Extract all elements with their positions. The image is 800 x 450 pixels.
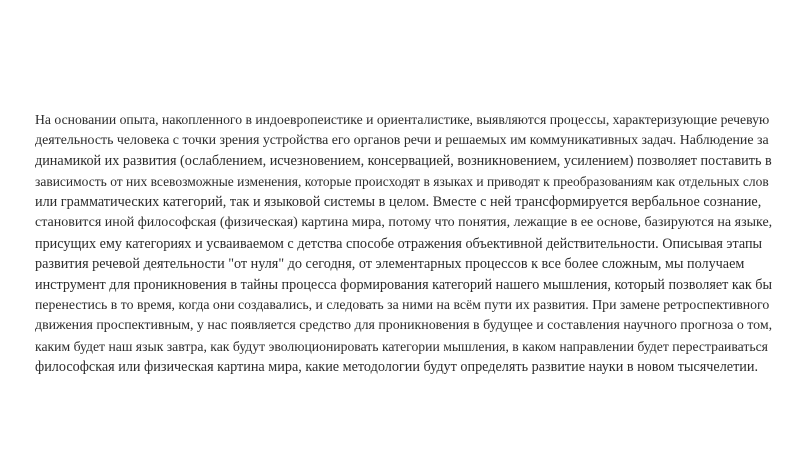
paragraph-line-3: динамикой их развития (ослаблением, исчезновением, консервацией, возникновением, усилением) позволяет поставить в <box>35 153 772 170</box>
body-paragraph <box>35 110 772 378</box>
paragraph-line-9: инструмент для проникновения в тайны процесса формирования категорий нашего мышления, который позволяет как бы <box>35 276 773 293</box>
paragraph-line-2: деятельность человека с точки зрения устройства его органов речи и решаемых им коммуникативных задач. Наблюдение за <box>35 132 769 148</box>
paragraph-line-10: перенестись в то время, когда они создавались, и следовать за ними на всём пути их развития. При замене ретроспективного <box>35 297 770 313</box>
paragraph-line-5: или грамматических категорий, так и языковой системы в целом. Вместе с ней трансформируется вербальное сознание, <box>35 194 762 211</box>
paragraph-line-12: каким будет наш язык завтра, как будут эволюционировать категории мышления, в каком направлении будет перестраиваться <box>35 338 768 354</box>
paragraph-line-6: становится иной философская (физическая) картина мира, потому что понятия, лежащие в ее основе, базируются на языке, <box>35 214 773 230</box>
paragraph-line-8: развития речевой деятельности "от нуля" до сегодня, от элементарных процессов к все более сложным, мы получаем <box>35 256 745 273</box>
paragraph-line-4: зависимость от них всевозможные изменения, которые происходят в языках и приводят к преобразованиям как отдельных слов <box>35 173 769 189</box>
paragraph-line-11: движения проспективным, у нас появляется средство для проникновения в будущее и составления научного прогноза о том, <box>35 317 773 333</box>
paragraph-line-7: присущих ему категориях и усваиваемом с детства способе отражения объективной действительности. Описывая этапы <box>35 235 763 252</box>
paragraph-line-13: философская или физическая картина мира, какие методологии будут определять развитие науки в новом тысячелетии. <box>35 359 759 376</box>
paragraph-line-1: На основании опыта, накопленного в индоевропеистике и ориенталистике, выявляются процессы, характеризующие речевую <box>35 112 770 127</box>
